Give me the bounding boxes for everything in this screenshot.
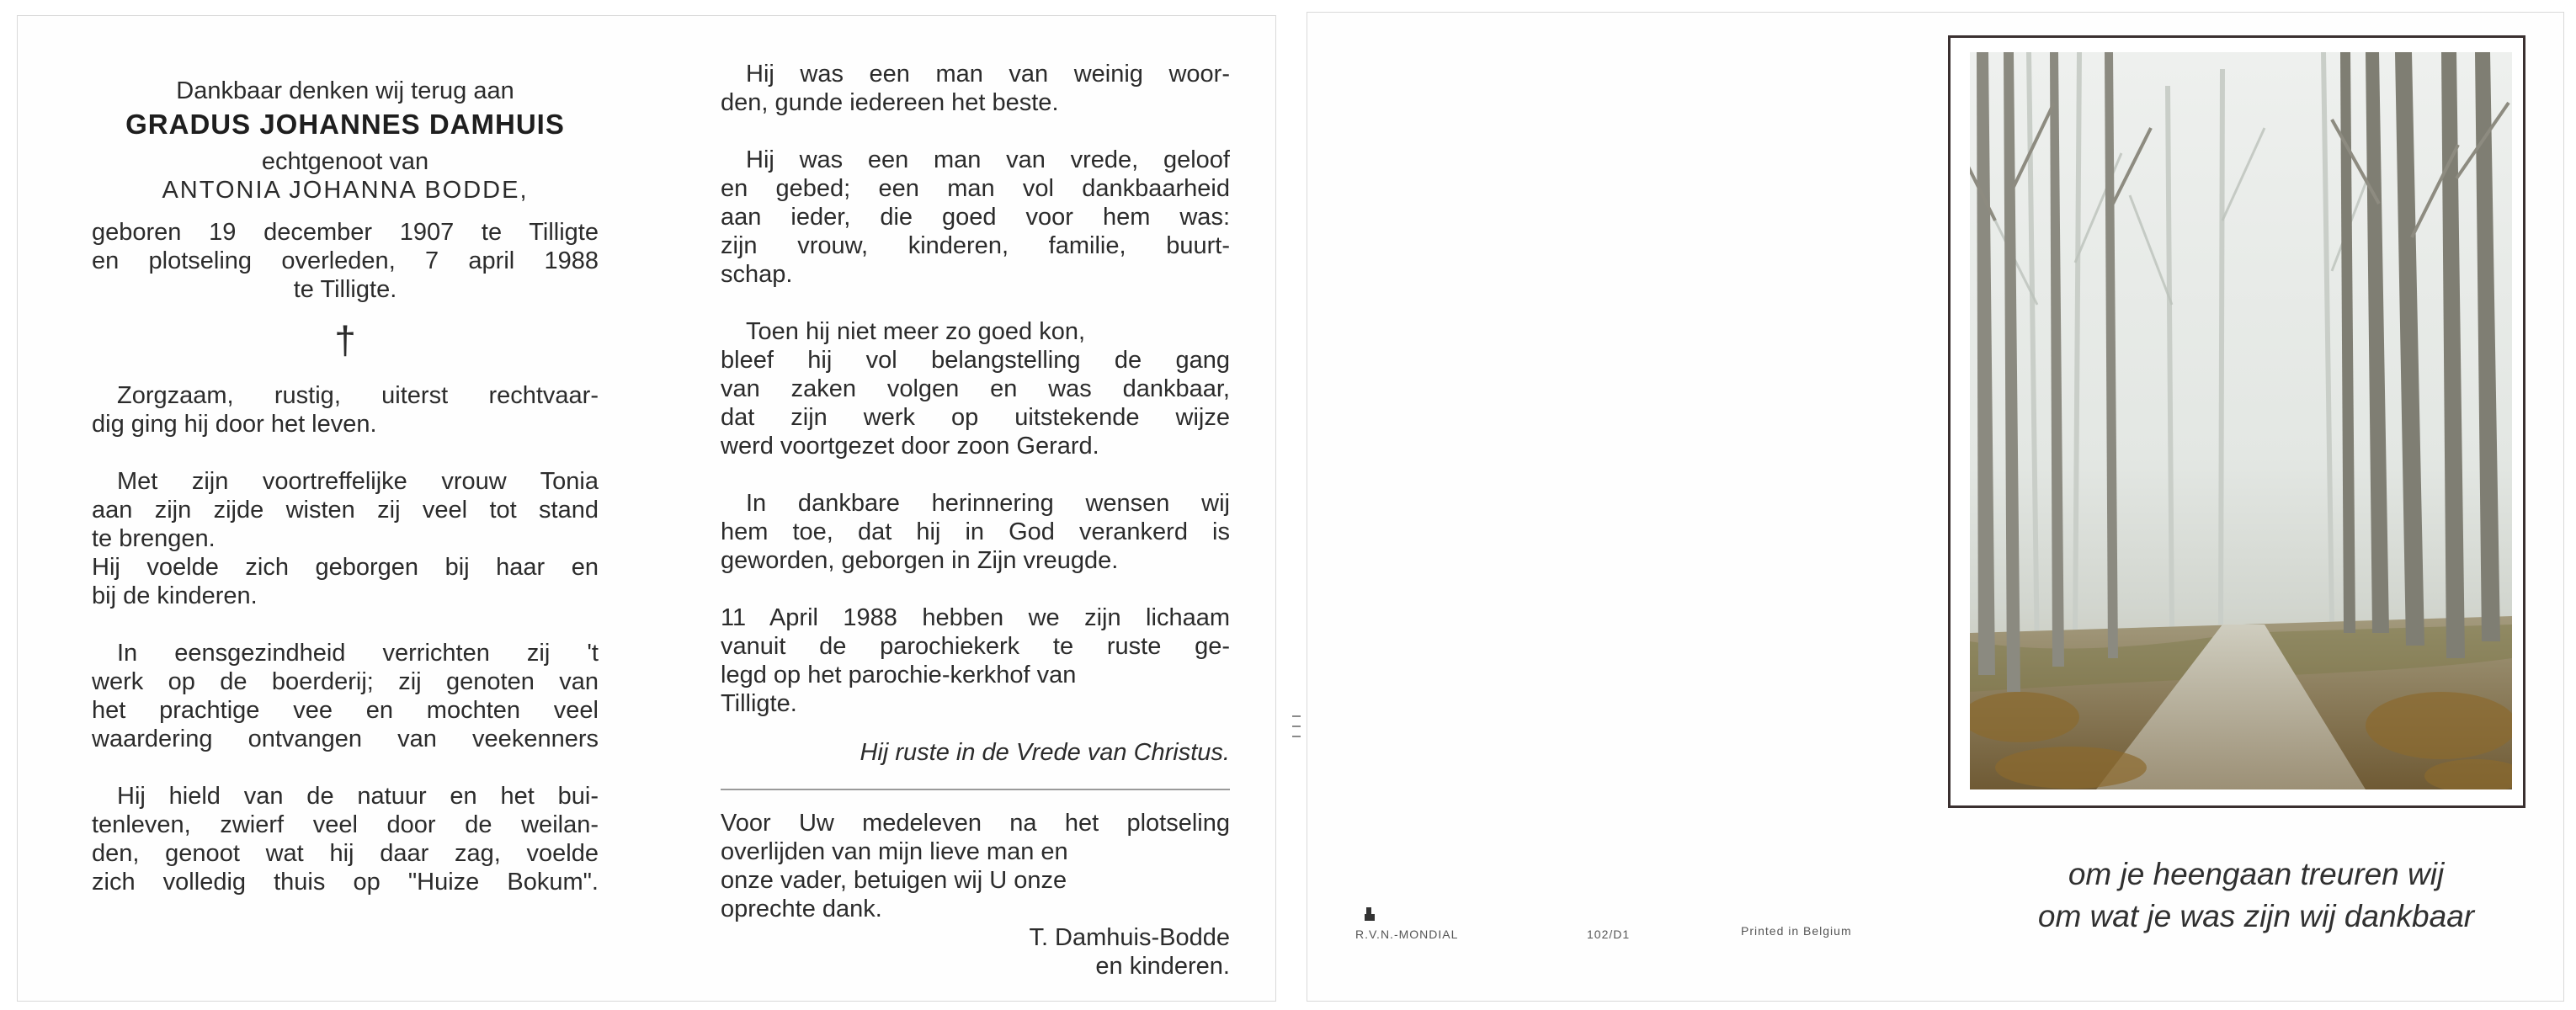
text-line: onze vader, betuigen wij U onze	[721, 867, 1067, 894]
fold-mark	[1292, 715, 1301, 717]
text-line: Hij was een man van vrede, geloof	[746, 146, 1230, 173]
misty-forest-road-photo	[1970, 52, 2512, 789]
intro-line: Dankbaar denken wij terug aan	[176, 77, 514, 104]
text-line: waardering ontvangen van veekenners	[92, 726, 599, 752]
text-line: Hij was een man van weinig woor-	[746, 61, 1230, 88]
text-line: van zaken volgen en was dankbaar,	[721, 375, 1230, 402]
text-line: werd voortgezet door zoon Gerard.	[721, 433, 1099, 460]
text-line: dat zijn werk op uitstekende wijze	[721, 404, 1230, 431]
paragraph	[92, 782, 599, 896]
text-line: In dankbare herinnering wensen wij	[746, 490, 1230, 517]
text-line: aan ieder, die goed voor hem was:	[721, 204, 1230, 231]
left-card-panel	[17, 15, 1276, 1002]
text-line: Met zijn voortreffelijke vrouw Tonia	[117, 468, 599, 495]
forest-photo-icon	[1970, 52, 2512, 789]
text-line: tenleven, zwierf veel door de weilan-	[92, 811, 599, 838]
text-line: te brengen.	[92, 525, 216, 552]
paragraph	[721, 146, 1230, 289]
text-line: In eensgezindheid verrichten zij 't	[117, 640, 599, 667]
closing-prayer: Hij ruste in de Vrede van Christus.	[860, 739, 1230, 766]
text-line: den, gunde iedereen het beste.	[721, 89, 1059, 116]
text-line: aan zijn zijde wisten zij veel tot stand	[92, 497, 599, 524]
text-line: Hij voelde zich geborgen bij haar en	[92, 554, 599, 581]
verse-line: om je heengaan treuren wij	[2068, 857, 2445, 891]
text-line: Zorgzaam, rustig, uiterst rechtvaar-	[117, 382, 599, 409]
paragraph	[92, 381, 599, 439]
life-dates	[92, 218, 599, 304]
spouse-label: echtgenoot van	[261, 148, 429, 175]
text-line: Tilligte.	[721, 690, 797, 717]
death-place-line: te Tilligte.	[293, 276, 397, 303]
memorial-verse	[1978, 853, 2534, 938]
paragraph	[721, 317, 1230, 460]
publisher-label: R.V.N.-MONDIAL	[1355, 928, 1459, 941]
verse-line: om wat je was zijn wij dankbaar	[2037, 899, 2475, 933]
fold-mark	[1292, 736, 1301, 737]
card-code: 102/D1	[1587, 928, 1631, 941]
cross-icon: †	[334, 318, 356, 362]
spouse-name: ANTONIA JOHANNA BODDE,	[162, 177, 529, 204]
signature	[721, 923, 1230, 981]
text-line: het prachtige vee en mochten veel	[92, 697, 599, 724]
text-line: bij de kinderen.	[92, 582, 258, 609]
paragraph	[92, 467, 599, 610]
left-text-column	[92, 77, 599, 925]
printed-in-label: Printed in Belgium	[1741, 924, 1852, 938]
thanks-paragraph	[721, 809, 1230, 923]
text-line: zijn vrouw, kinderen, familie, buurt-	[721, 232, 1230, 259]
text-line: hem toe, dat hij in God verankerd is	[721, 518, 1230, 545]
text-line: overlijden van mijn lieve man en	[721, 838, 1068, 865]
fold-mark	[1292, 726, 1301, 727]
paragraph	[92, 639, 599, 753]
text-line: werk op de boerderij; zij genoten van	[92, 668, 599, 695]
text-line: bleef hij vol belangstelling de gang	[721, 347, 1230, 374]
text-line: vanuit de parochiekerk te ruste ge-	[721, 633, 1230, 660]
signature-family: en kinderen.	[1095, 953, 1230, 980]
text-line: dig ging hij door het leven.	[92, 411, 377, 438]
signature-name: T. Damhuis-Bodde	[1029, 924, 1230, 951]
right-text-column	[721, 60, 1230, 981]
text-line: geworden, geborgen in Zijn vreugde.	[721, 547, 1119, 574]
deceased-name: GRADUS JOHANNES DAMHUIS	[125, 109, 565, 140]
text-line: schap.	[721, 261, 793, 288]
text-line: Voor Uw medeleven na het plotseling	[721, 810, 1230, 837]
paragraph	[721, 489, 1230, 575]
text-line: en gebed; een man vol dankbaarheid	[721, 175, 1230, 202]
publisher-logo-icon	[1364, 906, 1376, 924]
section-divider	[721, 789, 1230, 790]
birth-line: geboren 19 december 1907 te Tilligte	[92, 219, 599, 246]
paragraph	[721, 60, 1230, 117]
text-line: oprechte dank.	[721, 896, 882, 922]
death-line: en plotseling overleden, 7 april 1988	[92, 247, 599, 274]
paragraph	[721, 603, 1230, 718]
text-line: legd op het parochie-kerkhof van	[721, 662, 1077, 688]
text-line: 11 April 1988 hebben we zijn lichaam	[721, 604, 1230, 631]
text-line: Hij hield van de natuur en het bui-	[117, 783, 599, 810]
text-line: Toen hij niet meer zo goed kon,	[746, 318, 1086, 345]
text-line: zich volledig thuis op "Huize Bokum".	[92, 869, 599, 896]
text-line: den, genoot wat hij daar zag, voelde	[92, 840, 599, 867]
